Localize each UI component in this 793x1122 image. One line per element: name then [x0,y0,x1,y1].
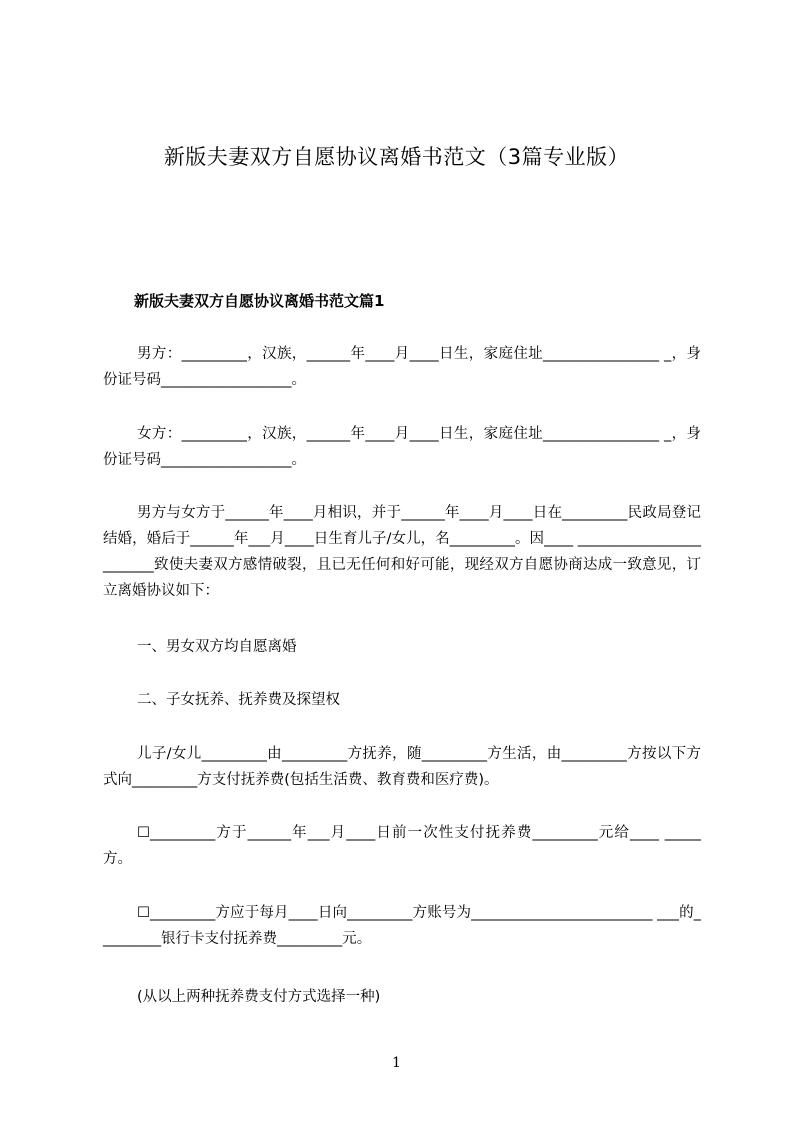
payment-note: (从以上两种抚养费支付方式选择一种) [137,989,381,1005]
payment-option-monthly: ☐_________方应于每月____日向_________方账号为_________________________ ___的_________银行卡支付抚养费_________元。 [103,905,701,947]
female-party-paragraph: 女方：_________，汉族，______年____月____日生，家庭住址________________ _，身份证号码__________________。 [103,426,701,468]
clause-1: 一、男女双方均自愿离婚 [137,639,297,655]
page-number: 1 [392,1055,401,1071]
custody-paragraph: 儿子/女儿_________由_________方抚养，随_________方生活，由_________方按以下方式向_________方支付抚养费(包括生活费、教育费和医疗费)。 [103,746,701,788]
clause-2-heading: 二、子女抚养、抚养费及探望权 [137,692,340,708]
male-party-paragraph: 男方：_________，汉族，______年____月____日生，家庭住址________________ _，身份证号码__________________。 [103,346,701,388]
document-title: 新版夫妻双方自愿协议离婚书范文（3篇专业版） [163,145,630,169]
payment-option-lump-sum: ☐_________方于______年___月____日前一次性支付抚养费_________元给____ _____方。 [103,825,701,867]
section-heading: 新版夫妻双方自愿协议离婚书范文篇1 [134,292,385,310]
intro-paragraph: 男方与女方于______年____月相识，并于______年____月____日在_________民政局登记结婚，婚后于______年___月____日生育儿子/女儿，名_________。因____ ________________________致使夫妻双方感情破裂，且已无任何和好可能，现经双方自愿协商达成一致意见，订立离婚协议如下： [103,505,701,599]
